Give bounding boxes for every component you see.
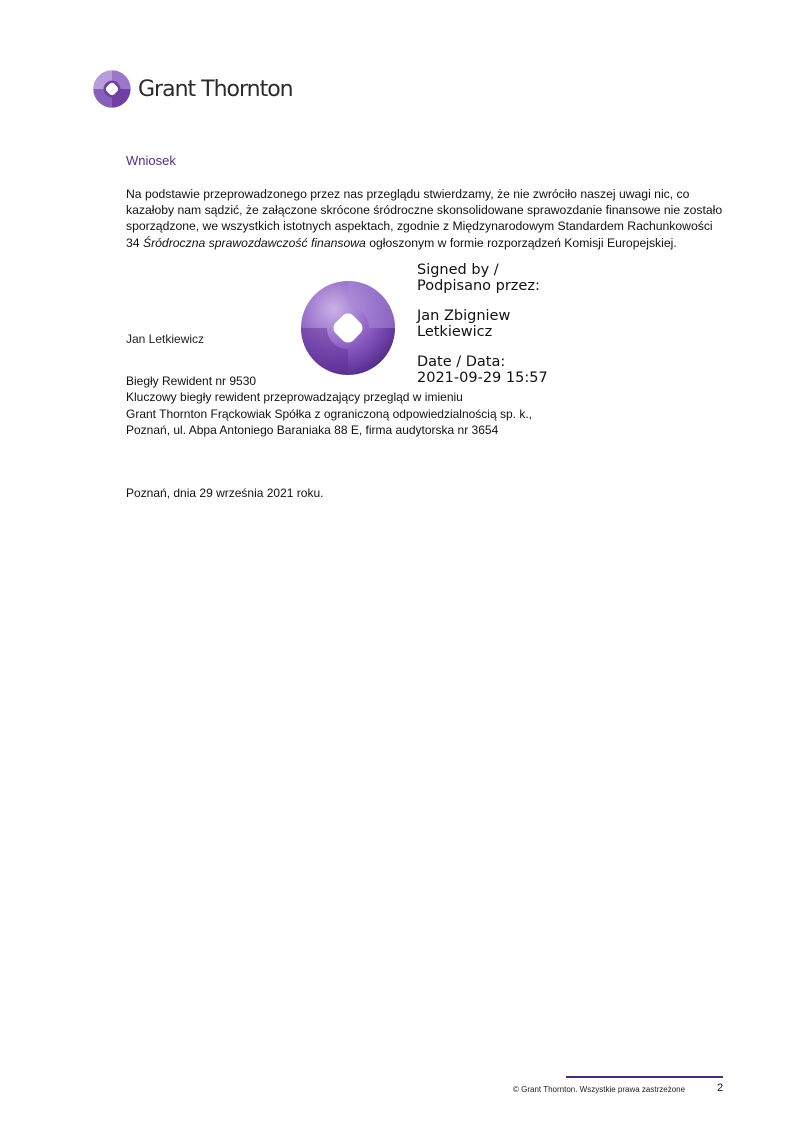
signer-name-first: Jan Zbigniew: [417, 308, 511, 324]
signed-by-label: Signed by /: [417, 262, 499, 278]
conclusion-text-end: ogłoszonym w formie rozporządzeń Komisji Europejskiej.: [365, 235, 677, 250]
auditor-role: Kluczowy biegły rewident przeprowadzający przegląd w imieniu: [126, 390, 463, 405]
section-heading: Wniosek: [126, 153, 176, 168]
page-number: 2: [717, 1082, 724, 1094]
footer-copyright: © Grant Thornton. Wszystkie prawa zastrzeżone: [513, 1085, 686, 1094]
audit-firm-name: Grant Thornton Frąckowiak Spółka z ograniczoną odpowiedzialnością sp. k.,: [126, 406, 532, 421]
signature-date-label: Date / Data:: [417, 354, 506, 370]
signature-seal-icon: [300, 280, 396, 376]
company-logo: [93, 70, 293, 108]
audit-firm-address: Poznań, ul. Abpa Antoniego Baraniaka 88 E, firma audytorska nr 3654: [126, 422, 499, 437]
logo-text: Grant Thornton: [138, 76, 293, 102]
standard-title: Śródroczna sprawozdawczość finansowa: [142, 235, 366, 250]
auditor-license: Biegły Rewident nr 9530: [126, 374, 257, 388]
auditor-name: Jan Letkiewicz: [126, 332, 205, 346]
grant-thornton-logo-icon: [93, 70, 131, 108]
conclusion-paragraph: [126, 186, 726, 251]
auditor-details: [126, 373, 532, 438]
signer-name-last: Letkiewicz: [417, 323, 493, 340]
signature-date-value: 2021-09-29 15:57: [417, 369, 548, 386]
signed-by-label-pl: Podpisano przez:: [417, 277, 540, 294]
digital-signature-block: [417, 263, 548, 386]
place-and-date: Poznań, dnia 29 września 2021 roku.: [126, 486, 324, 500]
footer-divider: [566, 1076, 723, 1078]
conclusion-text-start: Na podstawie przeprowadzonego przez nas przeglądu stwierdzamy, że nie zwróciło naszej uwagi nic, co kazałoby nam sądzić, że załączone skrócone śródroczne skonsolidowane sprawozdanie finansowe nie zostało sporządzone, we wszystkich istotnych aspektach, zgodnie z Międzynarodowym Standardem Rachunkowości 34: [126, 187, 723, 250]
